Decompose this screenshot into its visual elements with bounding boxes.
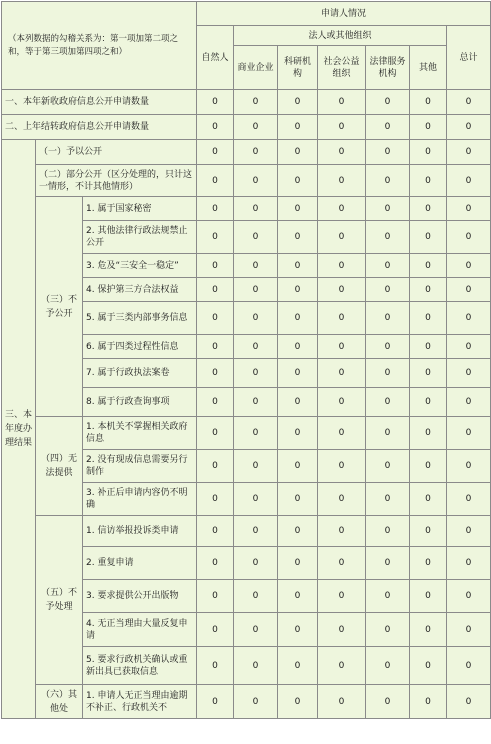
cell-value: 0 (410, 516, 447, 547)
cell-value: 0 (197, 685, 234, 719)
cell-value: 0 (410, 165, 447, 197)
cell-value: 0 (234, 685, 278, 719)
cell-value: 0 (278, 613, 318, 647)
cell-value: 0 (447, 450, 491, 483)
item-label: 3. 补正后申请内容仍不明确 (83, 483, 197, 516)
cell-value: 0 (447, 90, 491, 115)
item-label: 6. 属于四类过程性信息 (83, 335, 197, 359)
cell-value: 0 (278, 417, 318, 450)
cell-value: 0 (447, 417, 491, 450)
cell-value: 0 (410, 254, 447, 278)
cell-value: 0 (234, 140, 278, 165)
cell-value: 0 (318, 115, 366, 140)
cell-value: 0 (447, 547, 491, 580)
cell-value: 0 (278, 115, 318, 140)
cell-value: 0 (447, 335, 491, 359)
cell-value: 0 (318, 335, 366, 359)
cell-value: 0 (234, 165, 278, 197)
cell-value: 0 (318, 483, 366, 516)
item-label: 4. 保护第三方合法权益 (83, 278, 197, 302)
cell-value: 0 (234, 547, 278, 580)
cell-value: 0 (410, 613, 447, 647)
cell-value: 0 (366, 335, 410, 359)
cell-value: 0 (366, 483, 410, 516)
cell-value: 0 (410, 302, 447, 335)
cell-value: 0 (447, 516, 491, 547)
cell-value: 0 (197, 450, 234, 483)
cell-value: 0 (197, 90, 234, 115)
cell-value: 0 (366, 685, 410, 719)
cell-value: 0 (318, 547, 366, 580)
cell-value: 0 (197, 140, 234, 165)
cell-value: 0 (278, 278, 318, 302)
social-header: 社会公益组织 (318, 46, 366, 90)
cell-value: 0 (410, 580, 447, 613)
cell-value: 0 (278, 580, 318, 613)
cell-value: 0 (234, 613, 278, 647)
section3-label: 三、本年度办理结果 (2, 140, 36, 719)
cell-value: 0 (278, 359, 318, 388)
cell-value: 0 (447, 388, 491, 417)
cell-value: 0 (197, 165, 234, 197)
item-label: 4. 无正当理由大量反复申请 (83, 613, 197, 647)
cell-value: 0 (366, 278, 410, 302)
cell-value: 0 (410, 647, 447, 685)
cell-value: 0 (410, 685, 447, 719)
cell-value: 0 (197, 221, 234, 254)
cell-value: 0 (447, 613, 491, 647)
info-disclosure-table (1, 1, 491, 719)
cell-value: 0 (447, 483, 491, 516)
cell-value: 0 (410, 140, 447, 165)
cell-value: 0 (410, 483, 447, 516)
cell-value: 0 (278, 483, 318, 516)
cell-value: 0 (197, 115, 234, 140)
cell-value: 0 (410, 547, 447, 580)
item-label: 2. 重复申请 (83, 547, 197, 580)
cell-value: 0 (234, 90, 278, 115)
cell-value: 0 (197, 647, 234, 685)
research-header: 科研机构 (278, 46, 318, 90)
cell-value: 0 (366, 516, 410, 547)
table-note: （本列数据的勾稽关系为：第一项加第二项之和，等于第三项加第四项之和） (2, 2, 197, 90)
cell-value: 0 (197, 483, 234, 516)
cell-value: 0 (410, 278, 447, 302)
cell-value: 0 (366, 221, 410, 254)
cell-value: 0 (366, 359, 410, 388)
sub-label-partial: （二）部分公开（区分处理的，只计这一情形，不计其他情形） (36, 165, 197, 197)
cell-value: 0 (366, 115, 410, 140)
cell-value: 0 (278, 165, 318, 197)
cell-value: 0 (197, 278, 234, 302)
cell-value: 0 (197, 302, 234, 335)
cell-value: 0 (366, 388, 410, 417)
item-label: 3. 危及“三安全一稳定” (83, 254, 197, 278)
cell-value: 0 (366, 197, 410, 221)
cell-value: 0 (366, 547, 410, 580)
cell-value: 0 (447, 580, 491, 613)
item-label: 1. 本机关不掌握相关政府信息 (83, 417, 197, 450)
cell-value: 0 (318, 516, 366, 547)
cell-value: 0 (197, 516, 234, 547)
cell-value: 0 (447, 302, 491, 335)
cell-value: 0 (197, 613, 234, 647)
cell-value: 0 (318, 417, 366, 450)
cell-value: 0 (234, 359, 278, 388)
cell-value: 0 (234, 254, 278, 278)
cell-value: 0 (197, 388, 234, 417)
cell-value: 0 (278, 221, 318, 254)
sub-label-unable: （四）无法提供 (36, 417, 83, 516)
sub-label-not-disclosed: （三）不予公开 (36, 197, 83, 417)
cell-value: 0 (366, 613, 410, 647)
cell-value: 0 (366, 165, 410, 197)
cell-value: 0 (318, 685, 366, 719)
cell-value: 0 (447, 115, 491, 140)
cell-value: 0 (234, 450, 278, 483)
cell-value: 0 (234, 197, 278, 221)
cell-value: 0 (410, 221, 447, 254)
cell-value: 0 (234, 302, 278, 335)
cell-value: 0 (410, 197, 447, 221)
cell-value: 0 (278, 647, 318, 685)
cell-value: 0 (278, 388, 318, 417)
cell-value: 0 (197, 417, 234, 450)
cell-value: 0 (234, 483, 278, 516)
item-label: 1. 信访举报投诉类申请 (83, 516, 197, 547)
cell-value: 0 (278, 197, 318, 221)
cell-value: 0 (318, 278, 366, 302)
cell-value: 0 (278, 302, 318, 335)
item-label: 5. 要求行政机关确认或重新出具已获取信息 (83, 647, 197, 685)
cell-value: 0 (278, 335, 318, 359)
cell-value: 0 (318, 302, 366, 335)
natural-person-header: 自然人 (197, 26, 234, 90)
cell-value: 0 (366, 417, 410, 450)
item-label: 1. 申请人无正当理由逾期不补正、行政机关不 (83, 685, 197, 719)
cell-value: 0 (278, 516, 318, 547)
cell-value: 0 (318, 165, 366, 197)
cell-value: 0 (234, 417, 278, 450)
cell-value: 0 (197, 254, 234, 278)
cell-value: 0 (366, 90, 410, 115)
cell-value: 0 (278, 547, 318, 580)
cell-value: 0 (234, 580, 278, 613)
cell-value: 0 (318, 359, 366, 388)
cell-value: 0 (447, 140, 491, 165)
cell-value: 0 (318, 221, 366, 254)
cell-value: 0 (197, 197, 234, 221)
cell-value: 0 (318, 613, 366, 647)
cell-value: 0 (234, 221, 278, 254)
cell-value: 0 (278, 450, 318, 483)
item-label: 2. 没有现成信息需要另行制作 (83, 450, 197, 483)
item-label: 8. 属于行政查询事项 (83, 388, 197, 417)
cell-value: 0 (447, 278, 491, 302)
cell-value: 0 (447, 221, 491, 254)
cell-value: 0 (366, 140, 410, 165)
legal-service-header: 法律服务机构 (366, 46, 410, 90)
row-label-carryover: 二、上年结转政府信息公开申请数量 (2, 115, 197, 140)
cell-value: 0 (366, 450, 410, 483)
cell-value: 0 (447, 647, 491, 685)
cell-value: 0 (197, 580, 234, 613)
cell-value: 0 (278, 90, 318, 115)
legal-group-header: 法人或其他组织 (234, 26, 447, 46)
cell-value: 0 (366, 254, 410, 278)
cell-value: 0 (318, 647, 366, 685)
cell-value: 0 (318, 450, 366, 483)
cell-value: 0 (318, 254, 366, 278)
cell-value: 0 (318, 140, 366, 165)
item-label: 7. 属于行政执法案卷 (83, 359, 197, 388)
commercial-header: 商业企业 (234, 46, 278, 90)
cell-value: 0 (447, 165, 491, 197)
cell-value: 0 (410, 115, 447, 140)
cell-value: 0 (278, 140, 318, 165)
cell-value: 0 (366, 580, 410, 613)
cell-value: 0 (197, 335, 234, 359)
sub-label-other: （六）其他处 (36, 685, 83, 719)
cell-value: 0 (278, 254, 318, 278)
cell-value: 0 (366, 302, 410, 335)
cell-value: 0 (447, 685, 491, 719)
cell-value: 0 (197, 547, 234, 580)
cell-value: 0 (234, 115, 278, 140)
cell-value: 0 (447, 359, 491, 388)
cell-value: 0 (410, 90, 447, 115)
cell-value: 0 (278, 685, 318, 719)
cell-value: 0 (447, 254, 491, 278)
cell-value: 0 (410, 335, 447, 359)
sub-label-public: （一）予以公开 (36, 140, 197, 165)
cell-value: 0 (447, 197, 491, 221)
cell-value: 0 (318, 580, 366, 613)
applicant-info-header: 申请人情况 (197, 2, 491, 26)
total-header: 总计 (447, 26, 491, 90)
item-label: 1. 属于国家秘密 (83, 197, 197, 221)
item-label: 3. 要求提供公开出版物 (83, 580, 197, 613)
cell-value: 0 (234, 647, 278, 685)
other-header: 其他 (410, 46, 447, 90)
cell-value: 0 (234, 278, 278, 302)
cell-value: 0 (234, 388, 278, 417)
item-label: 2. 其他法律行政法规禁止公开 (83, 221, 197, 254)
cell-value: 0 (318, 388, 366, 417)
sub-label-not-processed: （五）不予处理 (36, 516, 83, 685)
item-label: 5. 属于三类内部事务信息 (83, 302, 197, 335)
cell-value: 0 (410, 450, 447, 483)
cell-value: 0 (410, 388, 447, 417)
cell-value: 0 (410, 417, 447, 450)
cell-value: 0 (410, 359, 447, 388)
cell-value: 0 (366, 647, 410, 685)
cell-value: 0 (318, 197, 366, 221)
cell-value: 0 (234, 516, 278, 547)
cell-value: 0 (234, 335, 278, 359)
cell-value: 0 (318, 90, 366, 115)
cell-value: 0 (197, 359, 234, 388)
row-label-new: 一、本年新收政府信息公开申请数量 (2, 90, 197, 115)
